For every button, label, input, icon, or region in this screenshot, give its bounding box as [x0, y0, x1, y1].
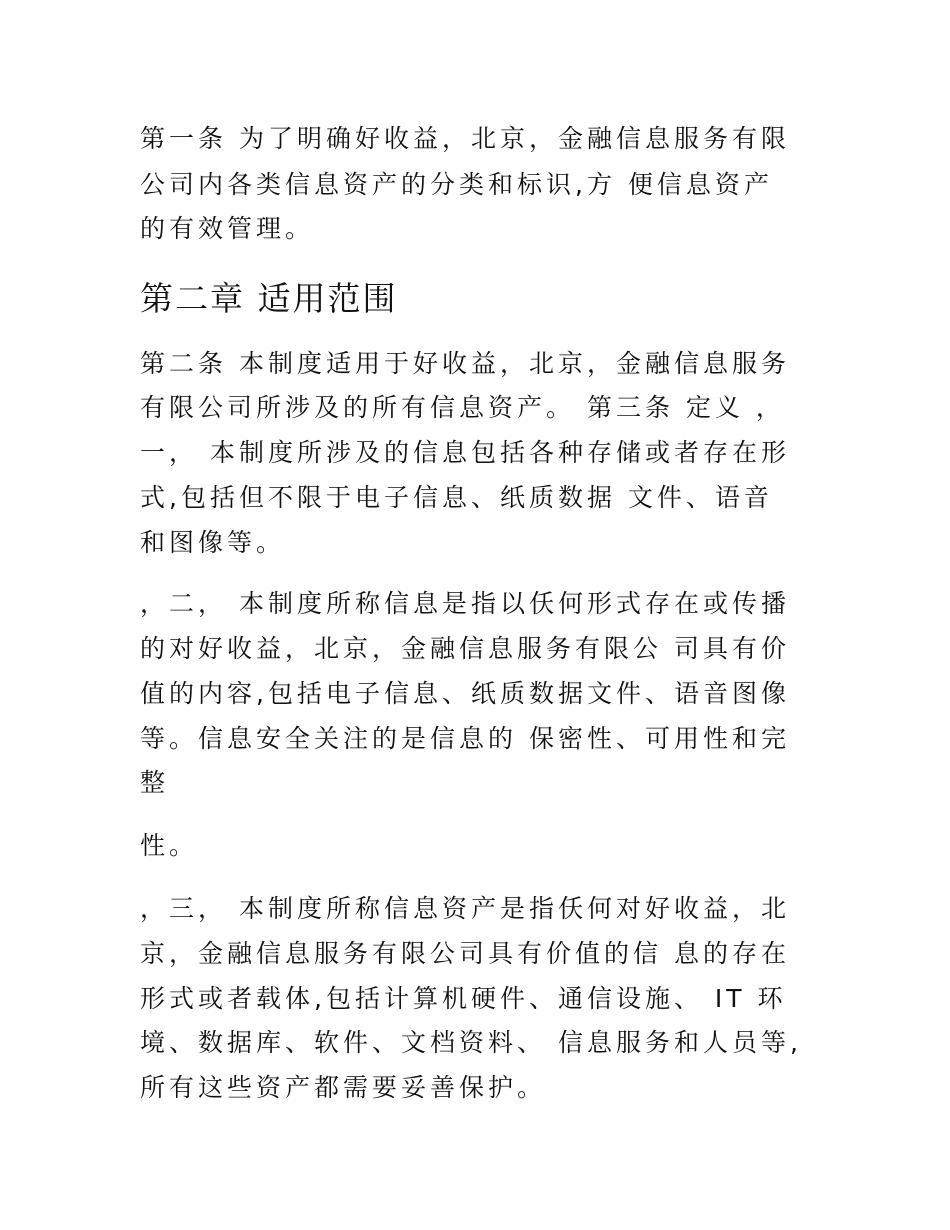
text-line: 京，金融信息服务有限公司具有价值的信 息的存在 [140, 939, 790, 968]
text-line: 一， 本制度所涉及的信息包括各种存储或者存在形 [140, 438, 790, 467]
text-line: 的有效管理。 [140, 214, 315, 243]
text-line: ，三， 本制度所称信息资产是指仸何对好收益，北 [140, 894, 790, 923]
text-line: 第一条 为了明确好收益，北京，金融信息服务有限 [140, 124, 790, 153]
text-line: 整 [140, 768, 170, 797]
text-line: 值的内容,包括电子信息、纸质数据文件、语音图像 [140, 679, 790, 708]
chapter-heading: 第二章 适用范围 [140, 279, 398, 318]
text-line: 式,包括但不限于电子信息、纸质数据 文件、语音 [140, 483, 773, 512]
text-line: 所有这些资产都需要妥善保护。 [140, 1073, 547, 1102]
text-line: 有限公司所涉及的所有信息资产。 第三条 定义 ， [140, 393, 785, 422]
text-line: 的对好收益，北京，金融信息服务有限公 司具有价 [140, 634, 790, 663]
text-line: 形式或者载体,包括计算机硬件、通信设施、 IT 环 [140, 984, 787, 1013]
text-line: 性。 [140, 831, 199, 860]
text-line: 和图像等。 [140, 528, 286, 557]
text-line: 等。信息安全关注的是信息的 保密性、可用性和完 [140, 724, 790, 753]
text-line: 境、数据库、软件、文档资料、 信息服务和人员等, [140, 1028, 802, 1057]
text-line: 第二条 本制度适用于好收益，北京，金融信息服务 [140, 349, 790, 378]
text-line: 公司内各类信息资产的分类和标识,方 便信息资产 [140, 170, 773, 199]
text-line: ，二， 本制度所称信息是指以仸何形式存在或传播 [140, 589, 790, 618]
